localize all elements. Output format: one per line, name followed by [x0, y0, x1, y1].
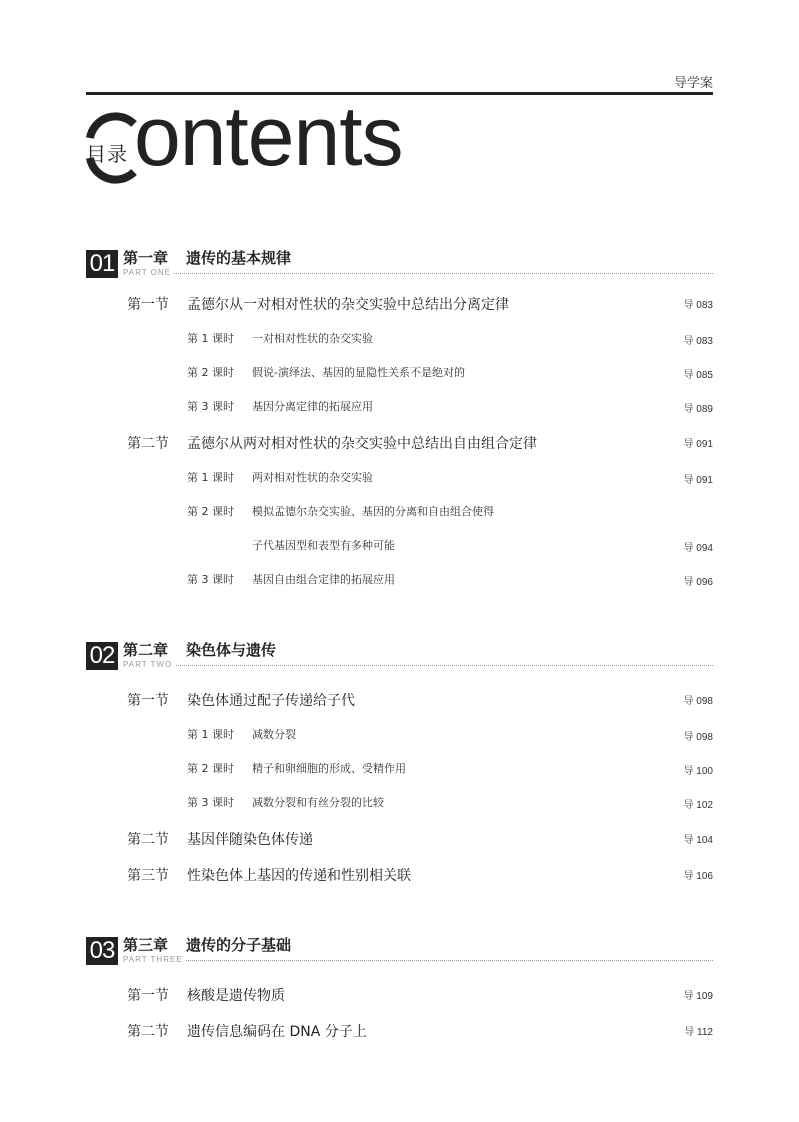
- chapter-title: 遗传的分子基础: [186, 936, 292, 954]
- chapter-part: PART THREE: [123, 955, 186, 964]
- lesson-title: 两对相对性状的杂交实验: [252, 471, 373, 484]
- section-title: 性染色体上基因的传递和性别相关联: [187, 868, 411, 884]
- lesson-title: 减数分裂和有丝分裂的比较: [252, 796, 384, 809]
- page-ref: 导 096: [683, 577, 713, 588]
- section-title: 孟德尔从一对相对性状的杂交实验中总结出分离定律: [187, 297, 509, 313]
- page-ref: 导 104: [683, 835, 713, 846]
- chapter-part: PART ONE: [123, 268, 174, 277]
- lesson-title-continued: 子代基因型和表型有多种可能: [252, 539, 395, 552]
- lesson-label: 第 3 课时: [187, 796, 234, 809]
- toc-section[interactable]: [127, 829, 713, 849]
- lesson-label: 第 3 课时: [187, 400, 234, 413]
- page-ref: 导 098: [683, 732, 713, 743]
- chapter-label: 第一章: [123, 249, 169, 267]
- page-ref: 导 083: [683, 336, 713, 347]
- page-ref: 导 100: [683, 766, 713, 777]
- page-ref: 导 106: [683, 871, 713, 882]
- section-title: 核酸是遗传物质: [187, 988, 285, 1004]
- lesson-label: 第 1 课时: [187, 471, 234, 484]
- page-ref: 导 112: [684, 1027, 713, 1038]
- section-label: 第二节: [127, 436, 169, 452]
- page-ref: 导 102: [683, 800, 713, 811]
- chapter-label: 第二章: [123, 641, 169, 659]
- header-label: 导学案: [673, 76, 713, 91]
- section-label: 第二节: [127, 1024, 169, 1040]
- toc-lesson[interactable]: [187, 571, 713, 591]
- toc-lesson[interactable]: [187, 794, 713, 814]
- page-ref: 导 091: [683, 475, 713, 486]
- lesson-label: 第 2 课时: [187, 366, 234, 379]
- lesson-title: 一对相对性状的杂交实验: [252, 332, 373, 345]
- page-ref: 导 089: [683, 404, 713, 415]
- page-ref: 导 098: [683, 696, 713, 707]
- section-label: 第二节: [127, 832, 169, 848]
- section-label: 第一节: [127, 988, 169, 1004]
- chapter-number: 02: [86, 642, 118, 670]
- toc-section[interactable]: [127, 1021, 713, 1041]
- lesson-title: 减数分裂: [252, 728, 296, 741]
- chapter-number: 03: [86, 937, 118, 965]
- section-label: 第一节: [127, 297, 169, 313]
- page-ref: 导 083: [683, 300, 713, 311]
- chapter-number: 01: [86, 250, 118, 278]
- chapter-label: 第三章: [123, 936, 169, 954]
- chapter-dotted-rule: [123, 273, 713, 274]
- toc-section[interactable]: [127, 433, 713, 453]
- toc-lesson-continued[interactable]: [187, 537, 713, 557]
- toc-lesson[interactable]: [187, 469, 713, 489]
- lesson-title: 模拟孟德尔杂交实验、基因的分离和自由组合使得: [252, 505, 494, 518]
- section-title: 遗传信息编码在 DNA 分子上: [187, 1024, 367, 1040]
- toc-section[interactable]: [127, 865, 713, 885]
- lesson-title: 基因分离定律的拓展应用: [252, 400, 373, 413]
- lesson-title: 假说-演绎法、基因的显隐性关系不是绝对的: [252, 366, 465, 379]
- lesson-label: 第 1 课时: [187, 332, 234, 345]
- toc-lesson[interactable]: [187, 760, 713, 780]
- lesson-label: 第 3 课时: [187, 573, 234, 586]
- toc-lesson[interactable]: [187, 398, 713, 418]
- section-title: 基因伴随染色体传递: [187, 832, 313, 848]
- section-title: 孟德尔从两对相对性状的杂交实验中总结出自由组合定律: [187, 436, 537, 452]
- page-ref: 导 085: [683, 370, 713, 381]
- mulu-label: 目录: [86, 142, 128, 166]
- lesson-title: 基因自由组合定律的拓展应用: [252, 573, 395, 586]
- toc-section[interactable]: [127, 985, 713, 1005]
- toc-lesson[interactable]: [187, 364, 713, 384]
- page-ref: 导 091: [683, 439, 713, 450]
- contents-title: [86, 89, 446, 188]
- lesson-title: 精子和卵细胞的形成、受精作用: [252, 762, 406, 775]
- toc-lesson[interactable]: [187, 726, 713, 746]
- toc-section[interactable]: [127, 294, 713, 314]
- section-title: 染色体通过配子传递给子代: [187, 693, 355, 709]
- contents-word: ontents: [134, 89, 403, 183]
- chapter-title: 染色体与遗传: [186, 641, 277, 659]
- toc-lesson[interactable]: [187, 503, 713, 523]
- chapter-dotted-rule: [123, 960, 713, 961]
- lesson-label: 第 2 课时: [187, 762, 234, 775]
- section-label: 第一节: [127, 693, 169, 709]
- page-ref: 导 094: [683, 543, 713, 554]
- chapter-title: 遗传的基本规律: [186, 249, 292, 267]
- toc-section[interactable]: [127, 690, 713, 710]
- chapter-part: PART TWO: [123, 660, 175, 669]
- chapter-dotted-rule: [123, 665, 713, 666]
- toc-lesson[interactable]: [187, 330, 713, 350]
- page-ref: 导 109: [683, 991, 713, 1002]
- section-label: 第三节: [127, 868, 169, 884]
- lesson-label: 第 1 课时: [187, 728, 234, 741]
- lesson-label: 第 2 课时: [187, 505, 234, 518]
